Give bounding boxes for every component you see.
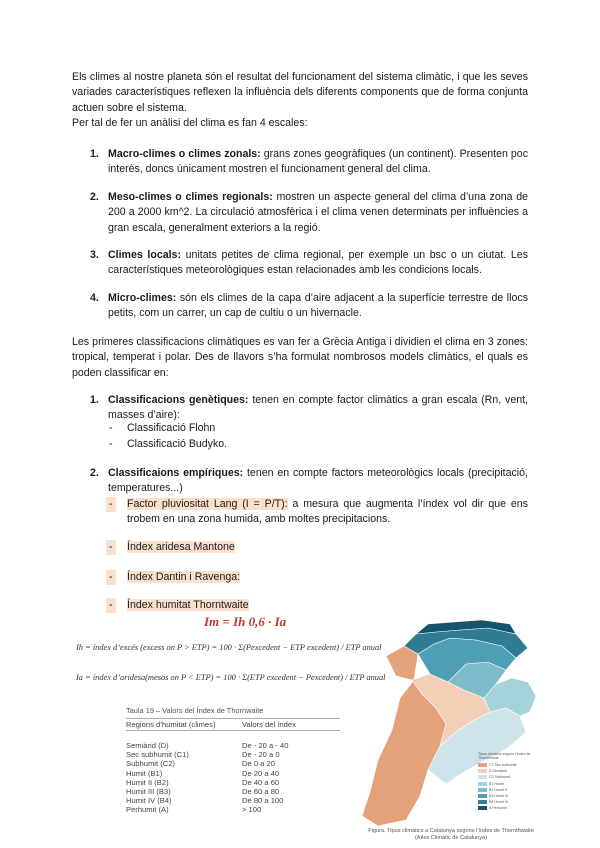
sub-item-budyko xyxy=(109,437,527,452)
scale-item-macro xyxy=(90,147,528,178)
classification-empirical xyxy=(90,466,528,497)
table-cell: Sec subhumit (C1) xyxy=(126,750,189,760)
classification-term: Classificacions genètiques: xyxy=(108,394,249,406)
dash-bullet: - xyxy=(109,438,113,450)
dantin-label: Índex Dantin i Ravenga: xyxy=(127,571,241,583)
table-header-cell: Valors del índex xyxy=(242,720,296,729)
legend-label: C2 Subhumit xyxy=(489,775,510,780)
table-cell: Perhumit (A) xyxy=(126,805,169,815)
formula-aridity-index: Ia = índex d’aridesa(mesos on P < ETP) = 100 · Σ(ETP excedent − Pexcedent) / ETP anual xyxy=(76,673,386,682)
classification-text: tenen en compte factor climàtics a gran escala (Rn, vent, masses d’aire): xyxy=(108,394,529,422)
table-row xyxy=(126,787,340,796)
formula-excess-index: Ih = índex d’excés (excess on P > ETP) = 100 · Σ(Pexcedent − ETP excedent) / ETP anual xyxy=(76,643,382,652)
classification-text: tenen en compte factors meteorològics locals (precipitació, temperatures...) xyxy=(108,467,528,495)
intro-scales-line: Per tal de fer un anàlisi del clima es fan 4 escales: xyxy=(72,117,308,129)
table-row xyxy=(126,778,340,787)
list-number: 2. xyxy=(90,467,99,479)
table-cell: Humit II (B2) xyxy=(126,777,169,787)
sub-item-aridesa xyxy=(109,540,527,555)
legend-swatch xyxy=(478,794,487,798)
legend-swatch xyxy=(478,788,487,792)
legend-label: D Semiàrid xyxy=(489,769,507,774)
thornthwaite-formula-header: Im = Ih 0,6 · Ia xyxy=(204,614,287,629)
table-row xyxy=(126,805,340,814)
dash-bullet: - xyxy=(106,497,116,512)
aridesa-label: Índex aridesa Mantone xyxy=(127,541,235,553)
table-row xyxy=(126,741,340,750)
list-number: 1. xyxy=(90,148,99,160)
dash-bullet: - xyxy=(106,540,116,555)
map-legend xyxy=(478,752,544,812)
scale-text: unitats petites de clima regional, per exemple un bsc o un ciutat. Les característiques meteorològiques estan relacionades amb les condicions locals. xyxy=(108,249,528,277)
legend-swatch xyxy=(478,769,487,773)
scale-item-micro xyxy=(90,291,528,322)
classification-intro-paragraph: Les primeres classificacions climàtiques es van fer a Grècia Antiga i dividien el clima en 3 zones: tropical, temperat i polar. Des de llavors s’ha formulat nombrosos models climàtics, el quals es poden classificar en: xyxy=(72,336,528,379)
map-caption: Figura. Tipus climàtics a Catalunya segons l’índex de Thornthwaite (Atles Climàtic de Catalunya) xyxy=(368,828,534,841)
table-cell: Subhumit (C2) xyxy=(126,759,175,769)
legend-swatch xyxy=(478,806,487,810)
legend-swatch xyxy=(478,782,487,786)
list-number: 1. xyxy=(90,394,99,406)
list-number: 3. xyxy=(90,249,99,261)
thornthwaite-label: Índex humitat Thorntwaite xyxy=(127,599,249,611)
legend-swatch xyxy=(478,775,487,779)
table-cell: De 80 a 100 xyxy=(242,796,284,806)
dash-bullet: - xyxy=(106,570,116,585)
table-row xyxy=(126,750,340,759)
sub-item-label: Classificació Budyko. xyxy=(127,438,228,450)
table-cell: De 0 a 20 xyxy=(242,759,275,769)
list-number: 2. xyxy=(90,191,99,203)
dash-bullet: - xyxy=(106,598,116,613)
dash-bullet: - xyxy=(109,422,113,434)
sub-item-lang xyxy=(109,497,528,528)
table-header-cell: Regions d’humitat (climes) xyxy=(126,720,216,729)
classification-genetic xyxy=(90,393,529,424)
intro-paragraph: Els climes al nostre planeta són el resultat del funcionament del sistema climàtic, i que les seves variades característiques reflexen la influència dels diferents components que de forma conjunta actuen sobre el sistema. xyxy=(72,71,528,114)
legend-label: B2 Humit II xyxy=(489,787,507,792)
table-caption: Taula 19 – Valors del Índex de Thornwaite xyxy=(126,706,264,715)
scale-item-meso xyxy=(90,190,528,236)
table-cell: > 100 xyxy=(242,805,262,815)
lang-text: a mesura que augmenta l’índex vol dir que ens trobem en una zona humida, amb moltes precipitacions. xyxy=(127,498,528,526)
scale-text: són els climes de la capa d’aire adjacent a la superfície terrestre de llocs petits, com un carrer, un cap de cultiu o un hivernacle. xyxy=(108,292,528,320)
table-cell: Humit (B1) xyxy=(126,768,163,778)
legend-label: A Perhumit xyxy=(489,806,507,811)
sub-item-dantin xyxy=(109,570,527,585)
scale-text: grans zones geogràfiques (un continent). Presenten poc interès, doncs únicament mostren el funcionament general del clima. xyxy=(108,148,528,176)
scale-term: Meso-climes o climes regionals: xyxy=(108,191,273,203)
scale-item-local xyxy=(90,248,528,279)
table-cell: Humit III (B3) xyxy=(126,787,171,797)
table-cell: De 60 a 80 xyxy=(242,787,280,797)
table-cell: De - 20 a - 40 xyxy=(242,741,289,750)
table-cell: De 40 a 60 xyxy=(242,777,280,787)
legend-label: B4 Humit IV xyxy=(489,800,509,805)
classification-term: Classificaions empíriques: xyxy=(108,467,244,479)
legend-label: B1 Humit xyxy=(489,781,504,786)
legend-label: B3 Humit III xyxy=(489,794,508,799)
legend-title: Tipus climàtics segons l’índex de Thornthwaite xyxy=(478,752,531,760)
table-cell: De 20 a 40 xyxy=(242,768,280,778)
sub-item-label: Classificació Flohn xyxy=(127,422,216,434)
table-header-row xyxy=(126,718,340,731)
scale-term: Micro-climes: xyxy=(108,292,177,304)
legend-swatch xyxy=(478,763,487,767)
table-cell: Humit IV (B4) xyxy=(126,796,172,806)
sub-item-flohn xyxy=(109,421,527,436)
table-row xyxy=(126,796,340,805)
legend-swatch xyxy=(478,800,487,804)
list-number: 4. xyxy=(90,292,99,304)
scale-term: Climes locals: xyxy=(108,249,181,261)
thornthwaite-values-table xyxy=(126,706,340,815)
table-cell: De - 20 a 0 xyxy=(242,750,280,760)
table-row xyxy=(126,769,340,778)
lang-term: Factor pluviositat Lang (I = P/T): xyxy=(127,498,288,510)
legend-item xyxy=(478,805,544,811)
scale-text: mostren un aspecte general del clima d’una zona de 200 a 2000 km^2. La circulació atmosfèrica i el clima venen determinats per influències a gran escala, generalment exteriors a la regió. xyxy=(108,191,528,234)
legend-label: C1 Sec subhumit xyxy=(489,763,517,768)
table-cell: Semiàrid (D) xyxy=(126,741,169,750)
table-row xyxy=(126,759,340,768)
scale-term: Macro-climes o climes zonals: xyxy=(108,148,261,160)
sub-item-thornthwaite xyxy=(109,598,527,613)
